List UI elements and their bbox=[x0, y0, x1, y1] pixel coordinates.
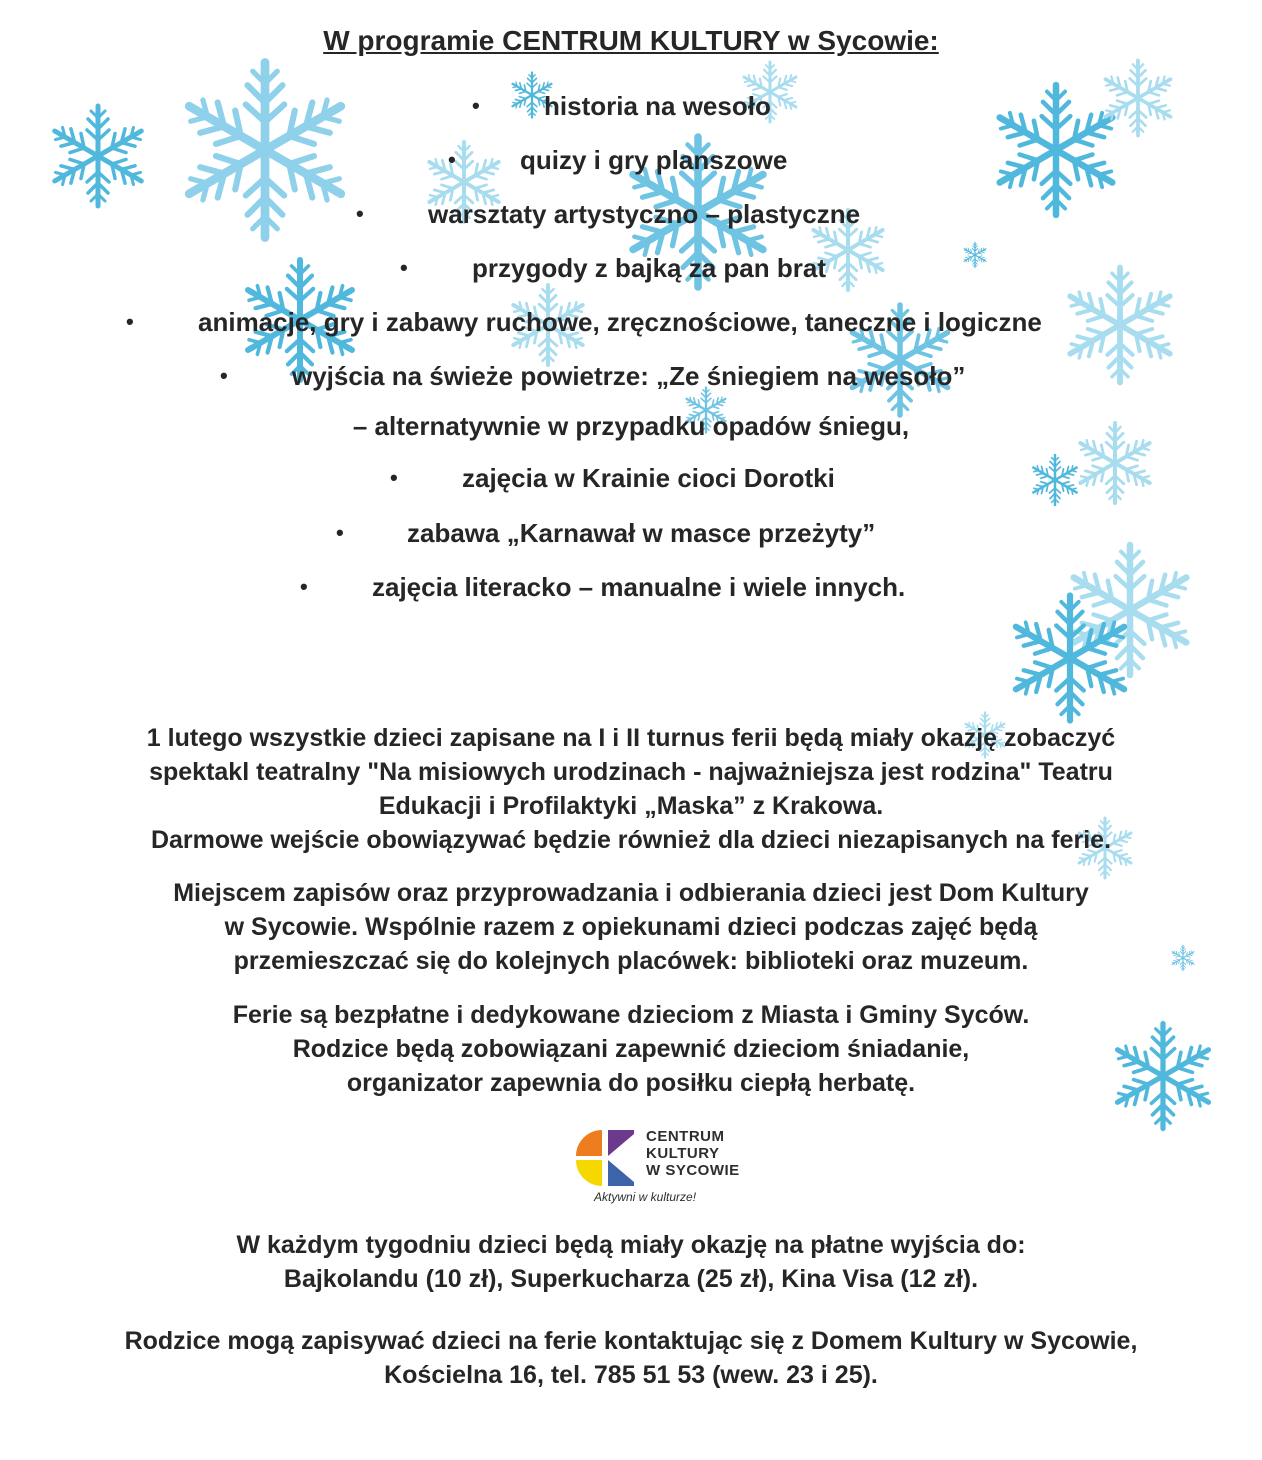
bullet-icon: • bbox=[300, 574, 308, 599]
bullet-icon: • bbox=[472, 93, 480, 118]
zapisy-paragraph: Miejscem zapisów oraz przyprowadzania i odbierania dzieci jest Dom Kultury w Sycowie. Wspólnie razem z opiekunami dzieci podczas zajęć będą przemieszczać się do kolejnych placówek: biblioteki oraz muzeum. bbox=[173, 879, 1089, 975]
bullet-icon: • bbox=[400, 255, 408, 280]
wyjscia-paragraph: W każdym tygodniu dzieci będą miały okazję na płatne wyjścia do: Bajkolandu (10 zł), Superkucharza (25 zł), Kina Visa (12 zł). bbox=[236, 1231, 1026, 1293]
bullet-icon: • bbox=[448, 147, 456, 172]
logo-slogan: Aktywni w kulturze! bbox=[594, 1190, 697, 1204]
bullet-icon: • bbox=[356, 201, 364, 226]
spektakl-paragraph: 1 lutego wszystkie dzieci zapisane na I i II turnus ferii będą miały okazję zobaczyć spektakl teatralny "Na misiowych urodzinach - najważniejsza jest rodzina" Teatru Edukacji i Profilaktyki „Maska” z Krakowa. Darmowe wejście obowiązywać będzie również dla dzieci niezapisanych na ferie. bbox=[146, 724, 1116, 854]
list-item-continuation: – alternatywnie w przypadku opadów śniegu, bbox=[352, 411, 910, 441]
kontakt-paragraph: Rodzice mogą zapisywać dzieci na ferie kontaktując się z Domem Kultury w Sycowie, Kościelna 16, tel. 785 51 53 (wew. 23 i 25). bbox=[124, 1327, 1138, 1389]
bullet-icon: • bbox=[336, 520, 344, 545]
bullet-icon: • bbox=[220, 363, 228, 388]
page-title: W programie CENTRUM KULTURY w Sycowie: bbox=[323, 25, 939, 56]
ferie-paragraph: Ferie są bezpłatne i dedykowane dzieciom z Miasta i Gminy Syców. Rodzice będą zobowiązani zapewnić dzieciom śniadanie, organizator zapewnia do posiłku ciepłą herbatę. bbox=[232, 1001, 1030, 1097]
bullet-icon: • bbox=[390, 465, 398, 490]
bullet-icon: • bbox=[126, 309, 134, 334]
centrum-kultury-logo: CENTRUM KULTURY W SYCOWIE Aktywni w kulturze! bbox=[574, 1126, 764, 1208]
logo-mark-icon bbox=[574, 1126, 644, 1188]
